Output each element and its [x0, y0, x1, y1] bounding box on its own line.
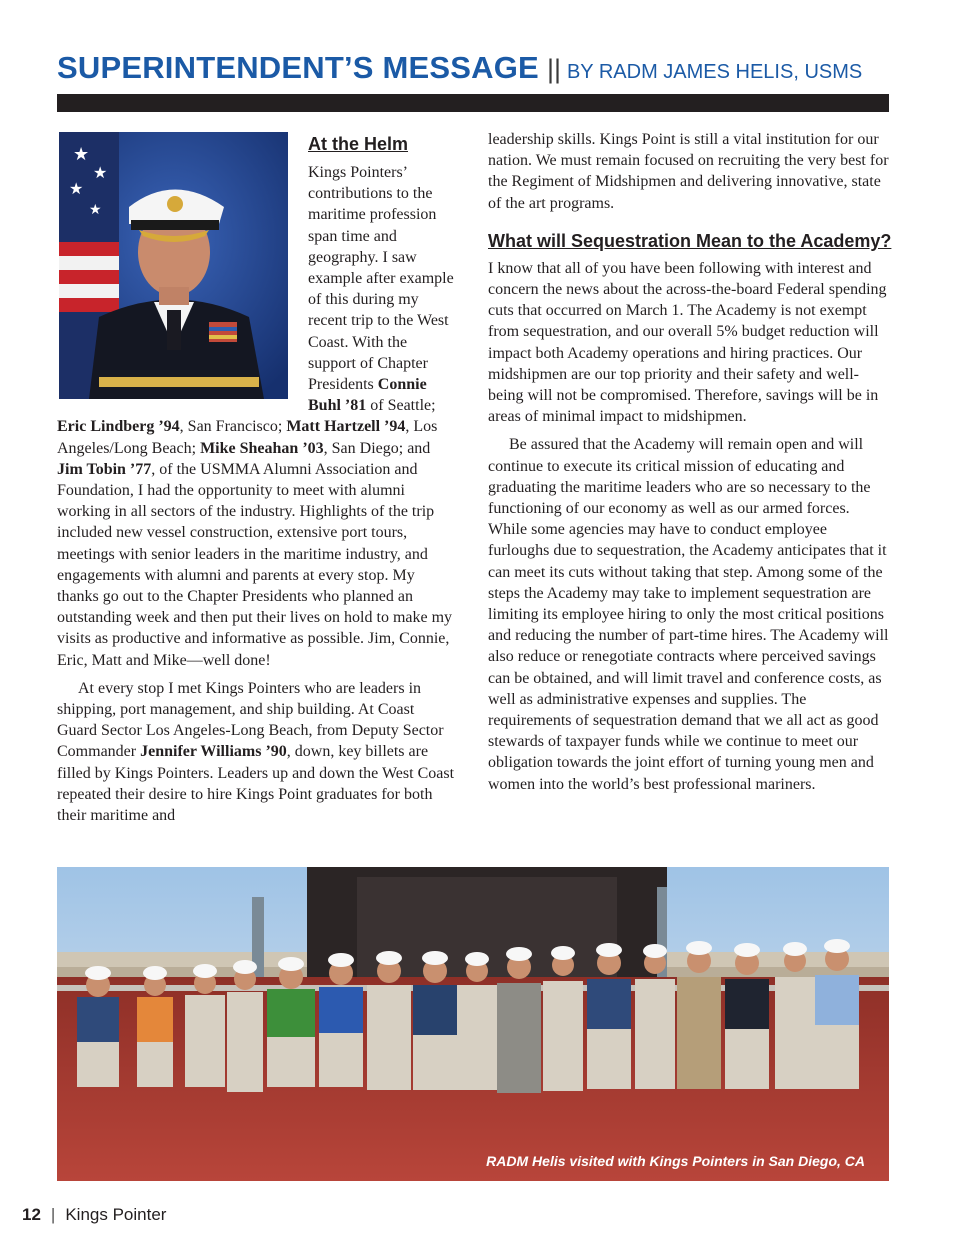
group-photo-illustration: [57, 867, 889, 1181]
byline: BY RADM JAMES HELIS, USMS: [566, 61, 863, 83]
publication-name: Kings Pointer: [65, 1205, 167, 1224]
svg-text:★: ★: [93, 163, 108, 182]
svg-text:★: ★: [73, 144, 90, 165]
title-separator: ||: [546, 54, 561, 84]
helm-text-6: , of the USMMA Alumni Association and Foundation, I had the opportunity to meet with alumni working in all sectors of the industry. Highlights of the trip included new vessel construction, extensive port tours, meetings with senior leaders in the maritime industry, and engagements with alumni and parents at every stop. My thanks go out to the Chapter Presidents who planned an outstanding week and then put their lives on hold to make my visits as productive and informative as possible. Jim, Connie, Eric, Matt and Mike—well done!: [57, 460, 453, 669]
helm-text-4: , Los Angeles/Long Beach;: [57, 418, 438, 457]
name-jim-tobin: Jim Tobin ’77: [57, 460, 152, 478]
paragraph-continued: leadership skills. Kings Point is still a vital institution for our nation. We must remain focused on recruiting the very best for the Regiment of Midshipmen and delivering innovative, state of the art programs.: [488, 131, 889, 212]
name-connie-buhl: Connie Buhl ’81: [308, 376, 427, 415]
svg-text:★: ★: [89, 202, 102, 218]
photo-caption: RADM Helis visited with Kings Pointers in San Diego, CA: [486, 1153, 865, 1169]
helm2-text-2: , down, key billets are filled by Kings Pointers. Leaders up and down the West Coast repeated their desire to hire Kings Point graduates for both their maritime and: [57, 743, 455, 825]
left-column-text: [57, 162, 457, 826]
page-footer: [22, 1205, 166, 1225]
paragraph-sequestration-2: Be assured that the Academy will remain open and will continue to execute its critical mission of educating and graduating the maritime leaders who are so necessary to the functioning of our economy as well as our armed forces. While some agencies may have to conduct employee furloughs due to sequestration, the Academy anticipates that it can meet its cuts without taking that step. Among some of the steps the Academy may take to implement sequestration are limiting its employee hiring to only the most critical positions and reducing the number of part-time hires. The Academy will also reduce or renegotiate contracts where perceived savings can be obtained, and will limit travel and conference costs, as well as administrative expenses and supplies. The requirements of sequestration demand that we all act as good stewards of taxpayer funds while we continue to meet our obligation towards the joint effort of turning young men and women into the world’s best professional mariners.: [488, 436, 889, 793]
helm-text-1: Kings Pointers’ contributions to the maritime profession span time and geography. I saw example after example of this during my recent trip to the West Coast. With the support of Chapter Presidents: [308, 164, 454, 394]
footer-separator: |: [50, 1205, 56, 1224]
helm2-text-1: At every stop I met Kings Pointers who are leaders in shipping, port management, and ship building. At Coast Guard Sector Los Angeles-Long Beach, from Deputy Sector Commander: [57, 679, 444, 761]
page-number: 12: [22, 1205, 41, 1224]
name-mike-sheahan: Mike Sheahan ’03: [200, 439, 324, 457]
page-header: [57, 50, 897, 90]
name-eric-lindberg: Eric Lindberg ’94: [57, 418, 180, 436]
group-photo: [57, 867, 889, 1181]
paragraph-helm-2: [57, 678, 457, 826]
right-column-text: [488, 129, 892, 795]
page-title: SUPERINTENDENT’S MESSAGE: [57, 50, 539, 85]
helm-text-3: , San Francisco;: [179, 418, 287, 436]
header-rule-bar: [57, 94, 889, 112]
section-heading-sequestration: What will Sequestration Mean to the Academy?: [488, 230, 892, 251]
svg-text:★: ★: [69, 179, 84, 198]
name-matt-hartzell: Matt Hartzell ’94: [286, 418, 406, 436]
name-jennifer-williams: Jennifer Williams ’90: [140, 743, 287, 761]
portrait-wrap-spacer: [57, 162, 308, 398]
paragraph-sequestration-1: I know that all of you have been following with interest and concern the news about the across-the-board Federal spending cuts that occurred on March 1. The Academy is not exempt from sequestration, and our overall 5% budget reduction will impact both Academy operations and hiring practices. Our midshipmen are our top priority and their safety and well-being will not be compromised. Therefore, savings will be in areas of minimal impact to midshipmen.: [488, 259, 887, 426]
left-column-top: [308, 133, 458, 161]
helm-text-2: of Seattle;: [366, 397, 436, 415]
section-heading-at-the-helm: At the Helm: [308, 134, 409, 154]
helm-text-5: , San Diego; and: [323, 439, 431, 457]
